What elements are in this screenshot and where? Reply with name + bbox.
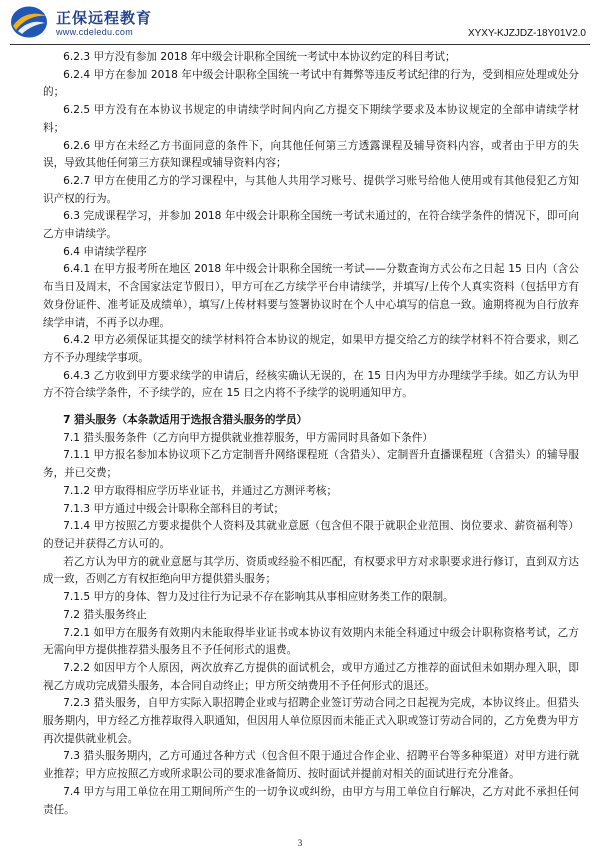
clause-7-3: 7.3 猎头服务期内，乙方可通过各种方式（包含但不限于通过合作企业、招聘平台等多种渠道）对甲方进行就业推荐；甲方应按照乙方或所求职公司的要求准备简历、按时面试并提前对相关的面试进行充分准备。 — [43, 750, 579, 781]
clause-6-4-2: 6.4.2 甲方必须保证其提交的续学材料符合本协议的规定，如果甲方提交给乙方的续学材料不符合要求，则乙方不予办理续学事项。 — [43, 334, 579, 364]
brand-name: 正保远程教育 — [56, 9, 153, 27]
clause-6-4-3: 6.4.3 乙方收到甲方要求续学的申请后，经核实确认无误的，在 15 日内为甲方办理续学手续。如乙方认为甲方不符合续学条件，不予续学的，应在 15 日之内将不予续学的说明通知甲方。 — [43, 369, 579, 400]
clause-6-2-3: 6.2.3 甲方没有参加 2018 年中级会计职称全国统一考试中本协议约定的科目考试； — [63, 51, 456, 63]
page-header — [0, 0, 600, 46]
document-body — [43, 49, 579, 819]
clause-7-4: 7.4 甲方与用工单位在用工期间所产生的一切争议或纠纷，由甲方与用工单位自行解决，乙方对此不承担任何责任。 — [43, 785, 579, 816]
clause-7-2-1: 7.2.1 如甲方在服务有效期内未能取得毕业证书或本协议有效期内未能全科通过中级会计职称资格考试，乙方无需向甲方提供推荐猎头服务且不予任何形式的退费。 — [43, 626, 579, 657]
clause-7-1-2: 7.1.2 甲方取得相应学历毕业证书，并通过乙方测评考核； — [63, 484, 338, 497]
clause-7-1-3: 7.1.3 甲方通过中级会计职称全部科目的考试； — [63, 502, 285, 515]
clause-7-1-1: 7.1.1 甲方报名参加本协议项下乙方定制晋升网络课程班（含猎头）、定制晋升直播课程班（含猎头）的辅导服务，并已交费； — [43, 449, 579, 480]
clause-6-2-4: 6.2.4 甲方在参加 2018 年中级会计职称全国统一考试中有舞弊等违反考试纪律的行为，受到相应处理或处分的； — [43, 68, 579, 99]
clause-7-2: 7.2 猎头服务终止 — [63, 608, 147, 621]
page-number: 3 — [297, 838, 303, 848]
header-divider — [10, 44, 590, 45]
brand-url: www.cdeledu.com — [56, 27, 134, 37]
clause-6-2-7: 6.2.7 甲方在使用乙方的学习课程中，与其他人共用学习账号、提供学习账号给他人使用或有其他侵犯乙方知识产权的行为。 — [43, 174, 579, 205]
document-code: XYXY-KJZJDZ-18Y01V2.0 — [467, 28, 586, 39]
clause-7-2-2: 7.2.2 如因甲方个人原因，两次放弃乙方提供的面试机会，或甲方通过乙方推荐的面试但未如期办理入职，即视乙方成功完成猎头服务，本合同自动终止；甲方所交纳费用不予任何形式的退还。 — [43, 661, 579, 692]
clause-6-2-6: 6.2.6 甲方在未经乙方书面同意的条件下，向其他任何第三方透露课程及辅导资料内容，或者由于甲方的失误，导致其他任何第三方获知课程或辅导资料内容； — [43, 139, 579, 170]
clause-7-1-4: 7.1.4 甲方按照乙方要求提供个人资料及其就业意愿（包含但不限于就职企业范围、岗位要求、薪资福利等）的登记并获得乙方认可的。 — [43, 520, 579, 550]
section-7-heading: 7 猎头服务（本条款适用于选报含猎头服务的学员） — [63, 414, 308, 427]
company-logo-icon — [9, 5, 49, 39]
clause-7-2-3: 7.2.3 猎头服务，自甲方实际入职招聘企业或与招聘企业签订劳动合同之日起视为完成，本协议终止。但猎头服务期内，甲方经乙方推荐取得入职通知，但因用人单位原因而未能正式入职或签订劳动合同的，乙方免费为甲方再次提供就业机会。 — [43, 697, 579, 745]
clause-7-1-5: 7.1.5 甲方的身体、智力及过往行为记录不存在影响其从事相应财务类工作的限制。 — [63, 591, 454, 604]
clause-6-4-1: 6.4.1 在甲方报考所在地区 2018 年中级会计职称全国统一考试——分数查询方式公布之日起 15 日内（含公布当日及周末，不含国家法定节假日），甲方可在乙方续学平台申请续学，并填写/上传个人真实资料（包括甲方有效身份证件、准考证及成绩单），填写/上传材料要与签署协议时在个人中心填写的信息一致。逾期将视为自行放弃续学申请，不再予以办理。 — [43, 263, 579, 329]
clause-6-4: 6.4 申请续学程序 — [63, 245, 147, 258]
clause-6-3: 6.3 完成课程学习，并参加 2018 年中级会计职称全国统一考试未通过的，在符合续学条件的情况下，即可向乙方申请续学。 — [43, 210, 579, 241]
clause-6-2-5: 6.2.5 甲方没有在本协议书规定的申请续学时间内向乙方提交下期续学要求及本协议规定的全部申请续学材料； — [43, 104, 579, 134]
clause-7-1: 7.1 猎头服务条件（乙方向甲方提供就业推荐服务，甲方需同时具备如下条件） — [63, 431, 433, 444]
clause-7-1-4-note: 若乙方认为甲方的就业意愿与其学历、资质或经验不相匹配，有权要求甲方对求职要求进行修订，直到双方达成一致，否则乙方有权拒绝向甲方提供猎头服务； — [43, 555, 579, 586]
